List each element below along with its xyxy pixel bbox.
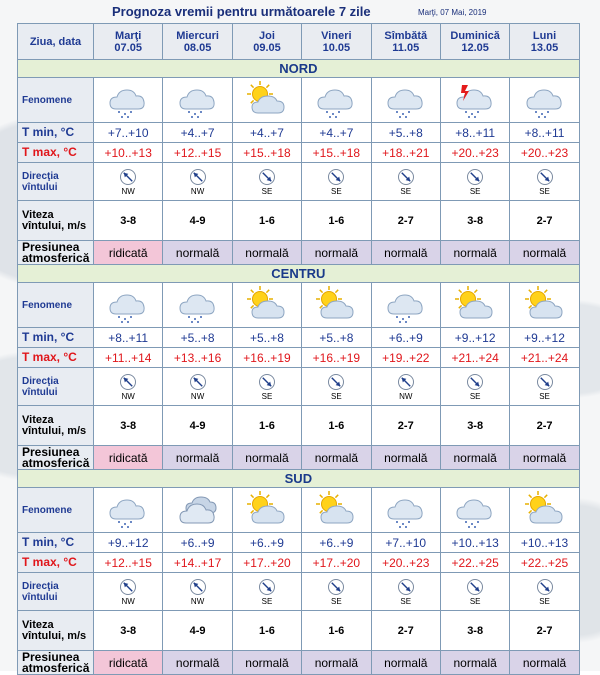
cloud-rain-icon: [510, 81, 578, 119]
tmax-cell: +20..+23: [440, 143, 509, 163]
wind-direction-cell: [302, 163, 371, 201]
compass-arrow-icon: [441, 373, 509, 391]
wind-direction-text: SE: [539, 596, 550, 606]
wind-direction-cell: [232, 163, 301, 201]
tmax-cell: +15..+18: [232, 143, 301, 163]
wind-speed-cell: 1-6: [302, 611, 371, 651]
pressure-cell: normală: [510, 651, 579, 675]
pressure-cell: normală: [302, 446, 371, 470]
phenomena-cell: [163, 78, 232, 123]
tmax-cell: +16..+19: [302, 348, 371, 368]
day-name: Sîmbătă: [384, 29, 428, 42]
phenomena-cell: [440, 283, 509, 328]
day-header-0: [94, 24, 163, 60]
wind-direction-text: SE: [331, 186, 342, 196]
wind-speed-cell: 3-8: [94, 406, 163, 446]
compass-arrow-icon: [441, 578, 509, 596]
pressure-cell: normală: [302, 651, 371, 675]
tmin-cell: +4..+7: [302, 123, 371, 143]
wind-direction-text: SE: [261, 596, 273, 606]
tmin-cell: +7..+10: [94, 123, 163, 143]
compass-arrow-icon: [163, 168, 231, 186]
compass-arrow-icon: [94, 578, 162, 596]
pressure-cell: ridicată: [94, 241, 163, 265]
pressure-cell: normală: [163, 651, 232, 675]
phenomena-cell: [163, 488, 232, 533]
compass-arrow-icon: [510, 373, 578, 391]
tmin-cell: +4..+7: [163, 123, 232, 143]
weather-phenomena-row: [18, 283, 580, 328]
tmin-cell: +8..+11: [440, 123, 509, 143]
pressure-cell: normală: [440, 446, 509, 470]
wind-direction-text: SE: [400, 596, 412, 606]
wind-direction-cell: [232, 368, 301, 406]
tmin-cell: +5..+8: [232, 328, 301, 348]
current-date: Marţi, 07 Mai, 2019: [418, 8, 487, 17]
wind-speed-cell: 3-8: [94, 201, 163, 241]
compass-arrow-icon: [302, 373, 370, 391]
footer-text: [17, 660, 579, 671]
wind-direction-text: SE: [261, 391, 273, 401]
wind-direction-text: SE: [469, 186, 481, 196]
tmax-cell: +13..+16: [163, 348, 232, 368]
wind-direction-text: SE: [331, 391, 342, 401]
pressure-row-label: Presiunea atmosferică: [18, 446, 94, 470]
wind-direction-row-label: Direcţia vîntului: [18, 368, 94, 406]
phenomena-cell: [440, 78, 509, 123]
wind-speed-row: [18, 611, 580, 651]
pressure-cell: normală: [510, 446, 579, 470]
tmax-cell: +21..+24: [510, 348, 579, 368]
tmin-cell: +9..+12: [440, 328, 509, 348]
wind-direction-text: NW: [121, 596, 135, 606]
tmax-cell: +16..+19: [232, 348, 301, 368]
phenomena-cell: [94, 78, 163, 123]
tmin-cell: +10..+13: [510, 533, 579, 553]
day-date-label: Ziua, data: [18, 24, 94, 60]
region-row-sud: [18, 470, 580, 488]
wind-speed-row: [18, 201, 580, 241]
wind-direction-cell: [94, 163, 163, 201]
day-date: 08.05: [183, 41, 212, 54]
phenomena-cell: [94, 488, 163, 533]
wind-direction-cell: [163, 573, 232, 611]
wind-direction-cell: [232, 573, 301, 611]
tmax-row-label: T max, °C: [18, 553, 94, 573]
pressure-cell: normală: [371, 651, 440, 675]
tmin-cell: +8..+11: [94, 328, 163, 348]
sun-cloud-icon: [302, 286, 370, 324]
tmax-cell: +21..+24: [440, 348, 509, 368]
weather-phenomena-row-label: Fenomene: [18, 78, 94, 123]
tmin-cell: +6..+9: [302, 533, 371, 553]
pressure-cell: ridicată: [94, 446, 163, 470]
sun-cloud-icon: [233, 491, 301, 529]
day-name: Duminică: [450, 29, 500, 42]
wind-speed-cell: 1-6: [302, 201, 371, 241]
phenomena-cell: [232, 78, 301, 123]
compass-arrow-icon: [372, 578, 440, 596]
tmin-cell: +10..+13: [440, 533, 509, 553]
wind-direction-cell: [371, 368, 440, 406]
cloud-rain-icon: [94, 286, 162, 324]
phenomena-cell: [510, 78, 579, 123]
region-title: CENTRU: [18, 265, 580, 283]
tmax-row: [18, 143, 580, 163]
phenomena-cell: [302, 488, 371, 533]
pressure-cell: normală: [232, 446, 301, 470]
wind-direction-text: NW: [121, 186, 135, 196]
day-date: 07.05: [114, 41, 142, 54]
day-name: Miercuri: [176, 29, 219, 42]
tmin-cell: +4..+7: [232, 123, 301, 143]
wind-speed-cell: 3-8: [94, 611, 163, 651]
region-row-centru: [18, 265, 580, 283]
wind-direction-cell: [302, 368, 371, 406]
pressure-row: [18, 241, 580, 265]
compass-arrow-icon: [302, 578, 370, 596]
day-date: 12.05: [461, 41, 489, 54]
weather-phenomena-row: [18, 78, 580, 123]
tmax-cell: +20..+23: [510, 143, 579, 163]
wind-direction-text: SE: [331, 596, 342, 606]
wind-speed-cell: 1-6: [232, 611, 301, 651]
wind-speed-row-label: Viteza vîntului, m/s: [18, 201, 94, 241]
tmin-cell: +5..+8: [371, 123, 440, 143]
wind-speed-cell: 2-7: [510, 201, 579, 241]
cloud-rain-icon: [372, 491, 440, 529]
compass-arrow-icon: [163, 578, 231, 596]
day-header-3: [302, 24, 371, 60]
tmax-cell: +12..+15: [163, 143, 232, 163]
compass-arrow-icon: [94, 373, 162, 391]
wind-direction-text: SE: [469, 596, 481, 606]
tmax-cell: +14..+17: [163, 553, 232, 573]
phenomena-cell: [510, 283, 579, 328]
region-title: NORD: [18, 60, 580, 78]
wind-direction-cell: [302, 573, 371, 611]
tmin-cell: +9..+12: [510, 328, 579, 348]
tmax-cell: +15..+18: [302, 143, 371, 163]
tmax-cell: +18..+21: [371, 143, 440, 163]
weather-phenomena-row-label: Fenomene: [18, 283, 94, 328]
wind-speed-cell: 1-6: [232, 201, 301, 241]
wind-speed-cell: 2-7: [371, 611, 440, 651]
wind-direction-cell: [94, 368, 163, 406]
tmin-cell: +8..+11: [510, 123, 579, 143]
compass-arrow-icon: [510, 578, 578, 596]
wind-direction-cell: [510, 573, 579, 611]
cloud-rain-icon: [441, 491, 509, 529]
tmin-row-label: T min, °C: [18, 533, 94, 553]
region-row-nord: [18, 60, 580, 78]
tmin-row: [18, 123, 580, 143]
wind-direction-cell: [510, 368, 579, 406]
cloudy-icon: [163, 491, 231, 529]
tmax-row-label: T max, °C: [18, 143, 94, 163]
wind-direction-text: SE: [539, 391, 550, 401]
compass-arrow-icon: [302, 168, 370, 186]
pressure-cell: normală: [371, 241, 440, 265]
phenomena-cell: [163, 283, 232, 328]
tmin-cell: +6..+9: [371, 328, 440, 348]
day-header-5: [440, 24, 509, 60]
tmax-row: [18, 348, 580, 368]
pressure-cell: ridicată: [94, 651, 163, 675]
tmin-cell: +6..+9: [163, 533, 232, 553]
tmax-cell: +17..+20: [232, 553, 301, 573]
wind-direction-row-label: Direcţia vîntului: [18, 163, 94, 201]
wind-speed-cell: 2-7: [371, 201, 440, 241]
wind-direction-text: NW: [190, 186, 205, 196]
pressure-row-label: Presiunea atmosferică: [18, 241, 94, 265]
compass-arrow-icon: [94, 168, 162, 186]
pressure-row: [18, 446, 580, 470]
pressure-cell: normală: [232, 241, 301, 265]
day-date: 10.05: [322, 41, 351, 54]
pressure-cell: normală: [440, 651, 509, 675]
pressure-cell: normală: [440, 241, 509, 265]
forecast-table: [17, 23, 580, 675]
wind-speed-cell: 2-7: [510, 611, 579, 651]
tmax-cell: +22..+25: [510, 553, 579, 573]
tmin-row-label: T min, °C: [18, 123, 94, 143]
cloud-rain-icon: [372, 286, 440, 324]
compass-arrow-icon: [510, 168, 578, 186]
day-name: Vineri: [321, 29, 352, 42]
compass-arrow-icon: [233, 373, 301, 391]
weather-phenomena-row: [18, 488, 580, 533]
pressure-cell: normală: [510, 241, 579, 265]
tmin-cell: +5..+8: [163, 328, 232, 348]
weather-phenomena-row-label: Fenomene: [18, 488, 94, 533]
wind-speed-row-label: Viteza vîntului, m/s: [18, 611, 94, 651]
sun-cloud-icon: [302, 491, 370, 529]
cloud-rain-icon: [302, 81, 370, 119]
pressure-row-label: Presiunea atmosferică: [18, 651, 94, 675]
wind-speed-row: [18, 406, 580, 446]
wind-direction-cell: [440, 573, 509, 611]
tmin-cell: +7..+10: [371, 533, 440, 553]
tmax-row: [18, 553, 580, 573]
tmax-cell: +10..+13: [94, 143, 163, 163]
wind-direction-text: NW: [399, 391, 413, 401]
wind-direction-cell: [163, 368, 232, 406]
sun-cloud-icon: [233, 286, 301, 324]
wind-direction-cell: [371, 573, 440, 611]
pressure-cell: normală: [371, 446, 440, 470]
phenomena-cell: [510, 488, 579, 533]
tmin-row: [18, 533, 580, 553]
compass-arrow-icon: [372, 168, 440, 186]
day-name: Marţi: [115, 29, 142, 42]
cloud-rain-icon: [94, 81, 162, 119]
wind-speed-cell: 1-6: [232, 406, 301, 446]
phenomena-cell: [371, 283, 440, 328]
tmax-cell: +22..+25: [440, 553, 509, 573]
cloud-rain-icon: [163, 286, 231, 324]
wind-direction-text: SE: [261, 186, 273, 196]
compass-arrow-icon: [372, 373, 440, 391]
tmax-cell: +12..+15: [94, 553, 163, 573]
days-header-row: [18, 24, 580, 60]
wind-direction-row: [18, 573, 580, 611]
wind-speed-cell: 4-9: [163, 201, 232, 241]
day-name: Joi: [259, 29, 275, 42]
sun-cloud-icon: [441, 286, 509, 324]
pressure-cell: normală: [163, 241, 232, 265]
day-header-6: [510, 24, 579, 60]
compass-arrow-icon: [163, 373, 231, 391]
wind-direction-cell: [440, 368, 509, 406]
tmin-cell: +5..+8: [302, 328, 371, 348]
wind-direction-text: SE: [539, 186, 550, 196]
wind-speed-cell: 3-8: [440, 406, 509, 446]
phenomena-cell: [440, 488, 509, 533]
wind-direction-cell: [510, 163, 579, 201]
compass-arrow-icon: [233, 168, 301, 186]
wind-direction-cell: [371, 163, 440, 201]
compass-arrow-icon: [233, 578, 301, 596]
wind-speed-cell: 2-7: [510, 406, 579, 446]
phenomena-cell: [232, 283, 301, 328]
wind-direction-cell: [440, 163, 509, 201]
tmin-cell: +6..+9: [232, 533, 301, 553]
sun-cloud-icon: [510, 491, 578, 529]
wind-speed-cell: 3-8: [440, 611, 509, 651]
wind-direction-text: SE: [469, 391, 481, 401]
wind-direction-text: NW: [190, 596, 205, 606]
day-header-1: [163, 24, 232, 60]
wind-direction-text: NW: [121, 391, 135, 401]
sun-cloud-icon: [233, 81, 301, 119]
wind-direction-cell: [163, 163, 232, 201]
wind-speed-cell: 4-9: [163, 406, 232, 446]
cloud-rain-icon: [163, 81, 231, 119]
tmin-row: [18, 328, 580, 348]
phenomena-cell: [371, 488, 440, 533]
wind-direction-row: [18, 368, 580, 406]
wind-direction-row: [18, 163, 580, 201]
wind-speed-cell: 1-6: [302, 406, 371, 446]
day-date: 11.05: [392, 41, 420, 54]
tmax-cell: +17..+20: [302, 553, 371, 573]
day-header-2: [232, 24, 301, 60]
tmax-cell: +19..+22: [371, 348, 440, 368]
phenomena-cell: [302, 283, 371, 328]
pressure-cell: normală: [302, 241, 371, 265]
tmax-row-label: T max, °C: [18, 348, 94, 368]
cloud-thunder-icon: [441, 81, 509, 119]
wind-speed-cell: 2-7: [371, 406, 440, 446]
day-date: 13.05: [530, 41, 559, 54]
wind-speed-cell: 3-8: [440, 201, 509, 241]
cloud-rain-icon: [372, 81, 440, 119]
wind-direction-text: NW: [190, 391, 205, 401]
compass-arrow-icon: [441, 168, 509, 186]
page-title: Prognoza vremii pentru următoarele 7 zile: [112, 4, 371, 19]
day-name: Luni: [532, 29, 557, 42]
phenomena-cell: [94, 283, 163, 328]
wind-direction-row-label: Direcţia vîntului: [18, 573, 94, 611]
phenomena-cell: [371, 78, 440, 123]
sun-cloud-icon: [510, 286, 578, 324]
wind-speed-cell: 4-9: [163, 611, 232, 651]
tmax-cell: +20..+23: [371, 553, 440, 573]
tmax-cell: +11..+14: [94, 348, 163, 368]
cloud-rain-icon: [94, 491, 162, 529]
phenomena-cell: [232, 488, 301, 533]
wind-direction-text: SE: [400, 186, 412, 196]
region-title: SUD: [18, 470, 580, 488]
wind-speed-row-label: Viteza vîntului, m/s: [18, 406, 94, 446]
tmin-cell: +9..+12: [94, 533, 163, 553]
phenomena-cell: [302, 78, 371, 123]
tmin-row-label: T min, °C: [18, 328, 94, 348]
wind-direction-cell: [94, 573, 163, 611]
pressure-cell: normală: [163, 446, 232, 470]
day-date: 09.05: [253, 41, 281, 54]
pressure-cell: normală: [232, 651, 301, 675]
day-header-4: [371, 24, 440, 60]
